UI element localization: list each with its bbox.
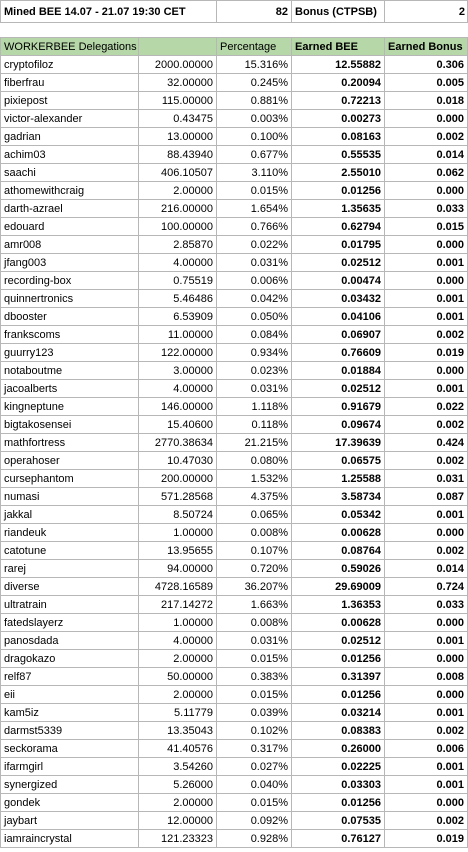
earned-bonus-cell: 0.001 <box>385 254 468 272</box>
earned-bee-cell: 12.55882 <box>292 56 385 74</box>
header-amount <box>139 38 217 56</box>
percentage-cell: 0.008% <box>217 614 292 632</box>
earned-bonus-cell: 0.001 <box>385 776 468 794</box>
delegator-name: athomewithcraig <box>1 182 139 200</box>
earned-bonus-cell: 0.002 <box>385 812 468 830</box>
delegated-amount: 2.85870 <box>139 236 217 254</box>
earned-bee-cell: 0.09674 <box>292 416 385 434</box>
earned-bonus-cell: 0.000 <box>385 362 468 380</box>
delegator-name: guurry123 <box>1 344 139 362</box>
earned-bonus-cell: 0.015 <box>385 218 468 236</box>
delegated-amount: 2.00000 <box>139 650 217 668</box>
percentage-cell: 0.031% <box>217 254 292 272</box>
table-row <box>1 668 468 686</box>
percentage-cell: 0.022% <box>217 236 292 254</box>
percentage-cell: 0.031% <box>217 380 292 398</box>
delegator-name: synergized <box>1 776 139 794</box>
delegator-name: rarej <box>1 560 139 578</box>
earned-bonus-cell: 0.033 <box>385 596 468 614</box>
earned-bonus-cell: 0.002 <box>385 452 468 470</box>
earned-bee-cell: 0.01256 <box>292 182 385 200</box>
delegated-amount: 50.00000 <box>139 668 217 686</box>
percentage-cell: 0.031% <box>217 632 292 650</box>
header-row <box>1 38 468 56</box>
table-row <box>1 596 468 614</box>
earned-bee-cell: 0.01884 <box>292 362 385 380</box>
delegated-amount: 10.47030 <box>139 452 217 470</box>
percentage-cell: 1.663% <box>217 596 292 614</box>
table-row <box>1 326 468 344</box>
delegator-name: gadrian <box>1 128 139 146</box>
delegator-name: saachi <box>1 164 139 182</box>
earned-bonus-cell: 0.000 <box>385 182 468 200</box>
delegated-amount: 8.50724 <box>139 506 217 524</box>
delegator-name: fiberfrau <box>1 74 139 92</box>
table-row <box>1 812 468 830</box>
percentage-cell: 0.015% <box>217 794 292 812</box>
earned-bee-cell: 0.26000 <box>292 740 385 758</box>
earned-bee-cell: 0.02512 <box>292 632 385 650</box>
earned-bee-cell: 3.58734 <box>292 488 385 506</box>
percentage-cell: 0.102% <box>217 722 292 740</box>
table-row <box>1 236 468 254</box>
header-earned-bee: Earned BEE <box>292 38 385 56</box>
earned-bee-cell: 0.08383 <box>292 722 385 740</box>
earned-bonus-cell: 0.001 <box>385 632 468 650</box>
table-row <box>1 578 468 596</box>
earned-bee-cell: 0.76127 <box>292 830 385 848</box>
earned-bee-cell: 0.01795 <box>292 236 385 254</box>
delegator-name: notaboutme <box>1 362 139 380</box>
earned-bonus-cell: 0.001 <box>385 506 468 524</box>
earned-bonus-cell: 0.002 <box>385 722 468 740</box>
delegated-amount: 5.46486 <box>139 290 217 308</box>
delegated-amount: 115.00000 <box>139 92 217 110</box>
earned-bonus-cell: 0.001 <box>385 380 468 398</box>
percentage-cell: 0.015% <box>217 686 292 704</box>
earned-bee-cell: 0.03432 <box>292 290 385 308</box>
bonus-label: Bonus (CTPSB) <box>292 1 385 23</box>
earned-bee-cell: 0.01256 <box>292 686 385 704</box>
earned-bee-cell: 0.00273 <box>292 110 385 128</box>
delegator-name: gondek <box>1 794 139 812</box>
delegated-amount: 5.26000 <box>139 776 217 794</box>
earned-bee-cell: 0.31397 <box>292 668 385 686</box>
earned-bonus-cell: 0.000 <box>385 110 468 128</box>
earned-bonus-cell: 0.001 <box>385 290 468 308</box>
delegator-name: ultratrain <box>1 596 139 614</box>
delegated-amount: 1.00000 <box>139 614 217 632</box>
earned-bonus-cell: 0.424 <box>385 434 468 452</box>
earned-bonus-cell: 0.019 <box>385 344 468 362</box>
percentage-cell: 0.042% <box>217 290 292 308</box>
delegator-name: ifarmgirl <box>1 758 139 776</box>
table-row <box>1 182 468 200</box>
earned-bee-cell: 0.03303 <box>292 776 385 794</box>
delegations-table <box>0 37 468 848</box>
percentage-cell: 0.027% <box>217 758 292 776</box>
table-row <box>1 218 468 236</box>
table-row <box>1 308 468 326</box>
table-row <box>1 776 468 794</box>
table-row <box>1 614 468 632</box>
earned-bee-cell: 0.55535 <box>292 146 385 164</box>
delegator-name: catotune <box>1 542 139 560</box>
delegator-name: darmst5339 <box>1 722 139 740</box>
percentage-cell: 0.100% <box>217 128 292 146</box>
earned-bonus-cell: 0.000 <box>385 524 468 542</box>
percentage-cell: 0.677% <box>217 146 292 164</box>
delegator-name: panosdada <box>1 632 139 650</box>
table-row <box>1 362 468 380</box>
percentage-cell: 0.065% <box>217 506 292 524</box>
earned-bonus-cell: 0.031 <box>385 470 468 488</box>
percentage-cell: 0.084% <box>217 326 292 344</box>
percentage-cell: 0.928% <box>217 830 292 848</box>
header-percentage: Percentage <box>217 38 292 56</box>
table-row <box>1 398 468 416</box>
spacer-row <box>0 23 468 37</box>
bonus-value: 2 <box>385 1 468 23</box>
table-row <box>1 560 468 578</box>
earned-bee-cell: 0.06575 <box>292 452 385 470</box>
delegator-name: amr008 <box>1 236 139 254</box>
delegated-amount: 2.00000 <box>139 794 217 812</box>
delegator-name: riandeuk <box>1 524 139 542</box>
delegated-amount: 0.43475 <box>139 110 217 128</box>
earned-bee-cell: 0.59026 <box>292 560 385 578</box>
table-row <box>1 722 468 740</box>
earned-bee-cell: 1.35635 <box>292 200 385 218</box>
earned-bee-cell: 0.03214 <box>292 704 385 722</box>
delegated-amount: 217.14272 <box>139 596 217 614</box>
table-row <box>1 452 468 470</box>
earned-bonus-cell: 0.000 <box>385 794 468 812</box>
table-row <box>1 794 468 812</box>
table-row <box>1 200 468 218</box>
earned-bee-cell: 29.69009 <box>292 578 385 596</box>
delegated-amount: 88.43940 <box>139 146 217 164</box>
delegated-amount: 3.54260 <box>139 758 217 776</box>
table-row <box>1 488 468 506</box>
earned-bee-cell: 0.00628 <box>292 614 385 632</box>
percentage-cell: 0.080% <box>217 452 292 470</box>
earned-bee-cell: 0.00628 <box>292 524 385 542</box>
delegator-name: edouard <box>1 218 139 236</box>
table-row <box>1 92 468 110</box>
delegator-name: cryptofiloz <box>1 56 139 74</box>
table-row <box>1 632 468 650</box>
delegated-amount: 2770.38634 <box>139 434 217 452</box>
delegated-amount: 2000.00000 <box>139 56 217 74</box>
earned-bonus-cell: 0.000 <box>385 686 468 704</box>
table-row <box>1 56 468 74</box>
delegator-name: bigtakosensei <box>1 416 139 434</box>
delegated-amount: 200.00000 <box>139 470 217 488</box>
table-row <box>1 740 468 758</box>
table-row <box>1 128 468 146</box>
percentage-cell: 0.050% <box>217 308 292 326</box>
delegated-amount: 1.00000 <box>139 524 217 542</box>
delegated-amount: 94.00000 <box>139 560 217 578</box>
earned-bonus-cell: 0.008 <box>385 668 468 686</box>
table-row <box>1 416 468 434</box>
table-row <box>1 344 468 362</box>
table-row <box>1 272 468 290</box>
delegator-name: kingneptune <box>1 398 139 416</box>
table-row <box>1 506 468 524</box>
percentage-cell: 0.040% <box>217 776 292 794</box>
delegator-name: numasi <box>1 488 139 506</box>
delegated-amount: 122.00000 <box>139 344 217 362</box>
earned-bee-cell: 0.02512 <box>292 254 385 272</box>
delegated-amount: 4.00000 <box>139 254 217 272</box>
earned-bee-cell: 0.04106 <box>292 308 385 326</box>
table-row <box>1 74 468 92</box>
delegator-name: seckorama <box>1 740 139 758</box>
table-row <box>1 704 468 722</box>
earned-bonus-cell: 0.001 <box>385 704 468 722</box>
delegated-amount: 406.10507 <box>139 164 217 182</box>
delegated-amount: 4728.16589 <box>139 578 217 596</box>
delegator-name: kam5iz <box>1 704 139 722</box>
summary-table <box>0 0 468 23</box>
delegated-amount: 13.95655 <box>139 542 217 560</box>
delegator-name: dragokazo <box>1 650 139 668</box>
earned-bonus-cell: 0.002 <box>385 416 468 434</box>
earned-bee-cell: 0.08764 <box>292 542 385 560</box>
delegated-amount: 3.00000 <box>139 362 217 380</box>
percentage-cell: 1.118% <box>217 398 292 416</box>
earned-bonus-cell: 0.000 <box>385 236 468 254</box>
earned-bee-cell: 1.36353 <box>292 596 385 614</box>
percentage-cell: 0.003% <box>217 110 292 128</box>
earned-bee-cell: 0.91679 <box>292 398 385 416</box>
earned-bonus-cell: 0.001 <box>385 308 468 326</box>
table-row <box>1 650 468 668</box>
table-row <box>1 254 468 272</box>
delegated-amount: 100.00000 <box>139 218 217 236</box>
percentage-cell: 0.881% <box>217 92 292 110</box>
percentage-cell: 0.245% <box>217 74 292 92</box>
delegator-name: cursephantom <box>1 470 139 488</box>
percentage-cell: 0.118% <box>217 416 292 434</box>
header-earned-bonus: Earned Bonus <box>385 38 468 56</box>
earned-bonus-cell: 0.006 <box>385 740 468 758</box>
earned-bonus-cell: 0.005 <box>385 74 468 92</box>
earned-bonus-cell: 0.002 <box>385 326 468 344</box>
table-row <box>1 830 468 848</box>
delegator-name: diverse <box>1 578 139 596</box>
percentage-cell: 0.107% <box>217 542 292 560</box>
delegated-amount: 121.23323 <box>139 830 217 848</box>
delegator-name: achim03 <box>1 146 139 164</box>
earned-bee-cell: 0.02512 <box>292 380 385 398</box>
percentage-cell: 0.317% <box>217 740 292 758</box>
earned-bee-cell: 0.20094 <box>292 74 385 92</box>
delegated-amount: 2.00000 <box>139 686 217 704</box>
earned-bee-cell: 0.06907 <box>292 326 385 344</box>
earned-bonus-cell: 0.014 <box>385 560 468 578</box>
delegation-rows <box>1 56 468 848</box>
delegated-amount: 6.53909 <box>139 308 217 326</box>
percentage-cell: 0.006% <box>217 272 292 290</box>
earned-bee-cell: 0.07535 <box>292 812 385 830</box>
table-row <box>1 164 468 182</box>
earned-bonus-cell: 0.000 <box>385 614 468 632</box>
earned-bee-cell: 1.25588 <box>292 470 385 488</box>
delegator-name: mathfortress <box>1 434 139 452</box>
percentage-cell: 36.207% <box>217 578 292 596</box>
delegator-name: darth-azrael <box>1 200 139 218</box>
delegator-name: eii <box>1 686 139 704</box>
earned-bonus-cell: 0.724 <box>385 578 468 596</box>
earned-bee-cell: 0.01256 <box>292 794 385 812</box>
earned-bonus-cell: 0.022 <box>385 398 468 416</box>
table-row <box>1 686 468 704</box>
percentage-cell: 0.008% <box>217 524 292 542</box>
table-row <box>1 110 468 128</box>
delegator-name: recording-box <box>1 272 139 290</box>
earned-bonus-cell: 0.000 <box>385 272 468 290</box>
percentage-cell: 21.215% <box>217 434 292 452</box>
earned-bee-cell: 0.01256 <box>292 650 385 668</box>
delegated-amount: 41.40576 <box>139 740 217 758</box>
percentage-cell: 0.015% <box>217 650 292 668</box>
delegated-amount: 13.35043 <box>139 722 217 740</box>
table-row <box>1 758 468 776</box>
percentage-cell: 1.532% <box>217 470 292 488</box>
earned-bonus-cell: 0.001 <box>385 758 468 776</box>
delegator-name: pixiepost <box>1 92 139 110</box>
earned-bee-cell: 17.39639 <box>292 434 385 452</box>
percentage-cell: 3.110% <box>217 164 292 182</box>
delegator-name: jfang003 <box>1 254 139 272</box>
earned-bee-cell: 0.00474 <box>292 272 385 290</box>
percentage-cell: 15.316% <box>217 56 292 74</box>
delegator-name: operahoser <box>1 452 139 470</box>
delegator-name: victor-alexander <box>1 110 139 128</box>
table-row <box>1 290 468 308</box>
mined-value: 82 <box>217 1 292 23</box>
earned-bonus-cell: 0.033 <box>385 200 468 218</box>
earned-bonus-cell: 0.062 <box>385 164 468 182</box>
earned-bee-cell: 0.62794 <box>292 218 385 236</box>
earned-bee-cell: 0.76609 <box>292 344 385 362</box>
earned-bee-cell: 2.55010 <box>292 164 385 182</box>
delegator-name: jakkal <box>1 506 139 524</box>
delegated-amount: 32.00000 <box>139 74 217 92</box>
delegator-name: fatedslayerz <box>1 614 139 632</box>
earned-bee-cell: 0.05342 <box>292 506 385 524</box>
delegator-name: quinnertronics <box>1 290 139 308</box>
percentage-cell: 0.092% <box>217 812 292 830</box>
delegator-name: frankscoms <box>1 326 139 344</box>
percentage-cell: 0.766% <box>217 218 292 236</box>
percentage-cell: 0.015% <box>217 182 292 200</box>
table-row <box>1 524 468 542</box>
delegated-amount: 12.00000 <box>139 812 217 830</box>
delegator-name: jaybart <box>1 812 139 830</box>
percentage-cell: 4.375% <box>217 488 292 506</box>
table-row <box>1 434 468 452</box>
delegated-amount: 13.00000 <box>139 128 217 146</box>
earned-bonus-cell: 0.306 <box>385 56 468 74</box>
earned-bonus-cell: 0.087 <box>385 488 468 506</box>
delegated-amount: 2.00000 <box>139 182 217 200</box>
earned-bonus-cell: 0.002 <box>385 542 468 560</box>
table-row <box>1 146 468 164</box>
delegator-name: iamraincrystal <box>1 830 139 848</box>
percentage-cell: 0.934% <box>217 344 292 362</box>
mined-label: Mined BEE 14.07 - 21.07 19:30 CET <box>1 1 217 23</box>
table-row <box>1 542 468 560</box>
delegated-amount: 0.75519 <box>139 272 217 290</box>
delegator-name: relf87 <box>1 668 139 686</box>
earned-bonus-cell: 0.018 <box>385 92 468 110</box>
earned-bonus-cell: 0.014 <box>385 146 468 164</box>
delegator-name: dbooster <box>1 308 139 326</box>
earned-bonus-cell: 0.002 <box>385 128 468 146</box>
delegated-amount: 146.00000 <box>139 398 217 416</box>
summary-row <box>1 1 468 23</box>
delegated-amount: 4.00000 <box>139 632 217 650</box>
delegated-amount: 5.11779 <box>139 704 217 722</box>
percentage-cell: 0.023% <box>217 362 292 380</box>
delegated-amount: 15.40600 <box>139 416 217 434</box>
percentage-cell: 1.654% <box>217 200 292 218</box>
delegated-amount: 571.28568 <box>139 488 217 506</box>
table-row <box>1 470 468 488</box>
delegated-amount: 216.00000 <box>139 200 217 218</box>
earned-bee-cell: 0.72213 <box>292 92 385 110</box>
delegated-amount: 4.00000 <box>139 380 217 398</box>
header-name: WORKERBEE Delegations <box>1 38 139 56</box>
percentage-cell: 0.720% <box>217 560 292 578</box>
earned-bonus-cell: 0.000 <box>385 650 468 668</box>
percentage-cell: 0.383% <box>217 668 292 686</box>
earned-bee-cell: 0.08163 <box>292 128 385 146</box>
table-row <box>1 380 468 398</box>
delegator-name: jacoalberts <box>1 380 139 398</box>
percentage-cell: 0.039% <box>217 704 292 722</box>
earned-bonus-cell: 0.019 <box>385 830 468 848</box>
delegated-amount: 11.00000 <box>139 326 217 344</box>
earned-bee-cell: 0.02225 <box>292 758 385 776</box>
